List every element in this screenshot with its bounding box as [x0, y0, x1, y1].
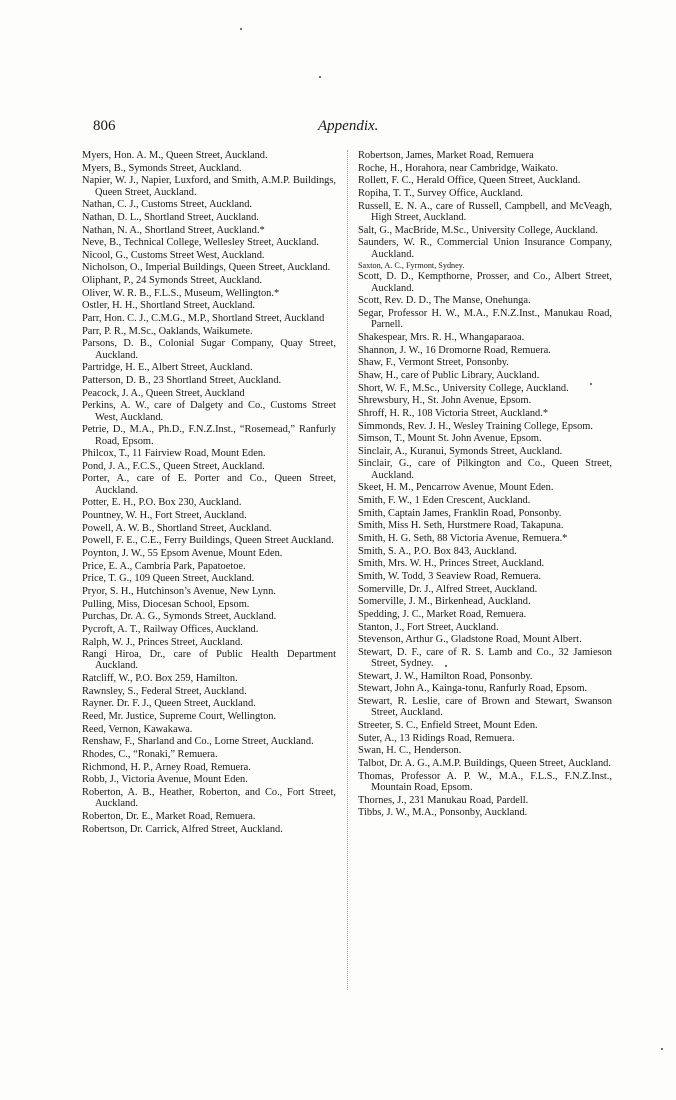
- directory-entry: Reed, Mr. Justice, Supreme Court, Wellington.: [82, 711, 277, 723]
- directory-entry: Pulling, Miss, Diocesan School, Epsom.: [82, 598, 250, 610]
- directory-entry: Roberton, A. B., Heather, Roberton, and Co., Fort Street, Auckland.: [82, 786, 336, 810]
- page-header: [0, 118, 676, 140]
- directory-entry: Streeter, S. C., Enfield Street, Mount Eden.: [358, 720, 538, 732]
- directory-entry: Ralph, W. J., Princes Street, Auckland.: [82, 636, 243, 648]
- directory-entry: Somerville, Dr. J., Alfred Street, Auckland.: [358, 583, 538, 595]
- directory-entry: Shannon, J. W., 16 Dromorne Road, Remuera.: [358, 344, 551, 356]
- directory-entry: Ropiha, T. T., Survey Office, Auckland.: [358, 187, 523, 199]
- directory-entry: Philcox, T., 11 Fairview Road, Mount Eden.: [82, 448, 266, 460]
- directory-entry: Parr, P. R., M.Sc., Oaklands, Waikumete.: [82, 325, 253, 337]
- directory-entry: Powell, F. E., C.E., Ferry Buildings, Queen Street Auckland.: [82, 535, 334, 547]
- directory-entry: Roberton, Dr. E., Market Road, Remuera.: [82, 810, 256, 822]
- directory-entry: Tibbs, J. W., M.A., Ponsonby, Auckland.: [358, 807, 528, 819]
- directory-entry: Smith, W. Todd, 3 Seaview Road, Remuera.: [358, 570, 541, 582]
- directory-entry: Stewart, John A., Kainga-tonu, Ranfurly Road, Epsom.: [358, 683, 588, 695]
- directory-entry: Rangi Hiroa, Dr., care of Public Health Department Auckland.: [82, 649, 336, 672]
- directory-entry: Smith, Mrs. W. H., Princes Street, Auckland.: [358, 558, 545, 570]
- directory-entry: Purchas, Dr. A. G., Symonds Street, Auckland.: [82, 611, 277, 623]
- directory-entry: Richmond, H. P., Arney Road, Remuera.: [82, 761, 251, 773]
- directory-entry: Rhodes, C., “Ronaki,” Remuera.: [82, 748, 218, 760]
- directory-entry: Reed, Vernon, Kawakawa.: [82, 723, 193, 735]
- directory-entry: Salt, G., MacBride, M.Sc., University College, Auckland.: [358, 224, 598, 236]
- directory-entry: Robertson, Dr. Carrick, Alfred Street, Auckland.: [82, 823, 283, 835]
- directory-entry: Somerville, J. M., Birkenhead, Auckland.: [358, 596, 531, 608]
- directory-entry: Ratcliff, W., P.O. Box 259, Hamilton.: [82, 673, 238, 685]
- column-divider: [347, 150, 348, 990]
- directory-entry: Ostler, H. H., Shortland Street, Auckland.: [82, 300, 256, 312]
- directory-entry: Price, E. A., Cambria Park, Papatoetoe.: [82, 560, 246, 572]
- directory-entry: Peacock, J. A., Queen Street, Auckland: [82, 387, 245, 399]
- directory-entry: Rawnsley, S., Federal Street, Auckland.: [82, 685, 247, 697]
- directory-entry: Stevenson, Arthur G., Gladstone Road, Mount Albert.: [358, 634, 582, 646]
- directory-entry: Stanton, J., Fort Street, Auckland.: [358, 621, 499, 633]
- directory-entry: Shaw, H., care of Public Library, Auckland.: [358, 370, 540, 381]
- directory-entry: Petrie, D., M.A., Ph.D., F.N.Z.Inst., “Rosemead,” Ranfurly Road, Epsom.: [82, 424, 336, 447]
- directory-entry: Roche, H., Horahora, near Cambridge, Waikato.: [358, 162, 559, 174]
- directory-entry: Nathan, C. J., Customs Street, Auckland.: [82, 199, 252, 211]
- directory-entry: Segar, Professor H. W., M.A., F.N.Z.Inst., Manukau Road, Parnell.: [358, 308, 612, 331]
- directory-entry: Shaw, F., Vermont Street, Ponsonby.: [358, 357, 509, 369]
- directory-entry: Smith, Captain James, Franklin Road, Ponsonby.: [358, 507, 562, 519]
- directory-entry: Pryor, S. H., Hutchinson’s Avenue, New Lynn.: [82, 585, 276, 597]
- directory-entry: Nicholson, O., Imperial Buildings, Queen Street, Auckland.: [82, 262, 331, 274]
- directory-entry: Renshaw, F., Sharland and Co., Lorne Street, Auckland.: [82, 736, 314, 748]
- directory-entry: Partridge, H. E., Albert Street, Auckland.: [82, 362, 253, 374]
- directory-entry: Rollett, F. C., Herald Office, Queen Street, Auckland.: [358, 175, 581, 187]
- directory-entry: Spedding, J. C., Market Road, Remuera.: [358, 608, 527, 620]
- directory-entry: Scott, Rev. D. D., The Manse, Onehunga.: [358, 295, 531, 307]
- directory-entry: Simson, T., Mount St. John Avenue, Epsom.: [358, 433, 542, 445]
- page-number: 806: [93, 118, 116, 134]
- directory-entry: Rayner. Dr. F. J., Queen Street, Auckland.: [82, 698, 256, 710]
- directory-entry: Nicool, G., Customs Street West, Auckland.: [82, 249, 265, 261]
- directory-entry: Oliphant, P., 24 Symonds Street, Auckland.: [82, 275, 263, 287]
- directory-entry: Robertson, James, Market Road, Remuera: [358, 150, 534, 161]
- directory-entry: Saunders, W. R., Commercial Union Insurance Company, Auckland.: [358, 237, 612, 260]
- running-title: Appendix.: [318, 118, 379, 134]
- directory-entry: Smith, F. W., 1 Eden Crescent, Auckland.: [358, 495, 531, 507]
- directory-entry: Myers, B., Symonds Street, Auckland.: [82, 162, 242, 174]
- directory-entry: Neve, B., Technical College, Wellesley Street, Auckland.: [82, 237, 319, 249]
- directory-entry: Parr, Hon. C. J., C.M.G., M.P., Shortland Street, Auckland: [82, 313, 325, 325]
- directory-entry: Pond, J. A., F.C.S., Queen Street, Auckland.: [82, 460, 265, 472]
- directory-entry: Nathan, N. A., Shortland Street, Auckland.*: [82, 224, 265, 236]
- directory-entry: Pycroft, A. T., Railway Offices, Auckland.: [82, 623, 259, 635]
- directory-entry: Russell, E. N. A., care of Russell, Campbell, and McVeagh, High Street, Auckland.: [358, 200, 612, 223]
- directory-entry: Shrewsbury, H., St. John Avenue, Epsom.: [358, 395, 532, 407]
- directory-entry: Oliver, W. R. B., F.L.S., Museum, Wellington.*: [82, 287, 280, 299]
- directory-entry: Sinclair, A., Kuranui, Symonds Street, Auckland.: [358, 445, 563, 457]
- directory-entry: Stewart, D. F., care of R. S. Lamb and Co., 32 Jamieson Street, Sydney.: [358, 646, 612, 670]
- directory-entry: Patterson, D. B., 23 Shortland Street, Auckland.: [82, 374, 282, 386]
- directory-entry: Perkins, A. W., care of Dalgety and Co., Customs Street West, Auckland.: [82, 400, 336, 423]
- directory-entry: Scott, D. D., Kempthorne, Prosser, and Co., Albert Street, Auckland.: [358, 271, 612, 294]
- directory-entry: Robb, J., Victoria Avenue, Mount Eden.: [82, 774, 248, 786]
- directory-entry: Myers, Hon. A. M., Queen Street, Auckland.: [82, 150, 268, 161]
- directory-entry: Pountney, W. H., Fort Street, Auckland.: [82, 510, 247, 522]
- right-column: [358, 150, 612, 820]
- directory-entry: Short, W. F., M.Sc., University College, Auckland.: [358, 382, 569, 394]
- directory-entry: Skeet, H. M., Pencarrow Avenue, Mount Eden.: [358, 482, 554, 494]
- directory-entry: Sinclair, G., care of Pilkington and Co., Queen Street, Auckland.: [358, 458, 612, 481]
- directory-entry: Thornes, J., 231 Manukau Road, Pardell.: [358, 794, 529, 806]
- directory-entry: Powell, A. W. B., Shortland Street, Auckland.: [82, 522, 272, 534]
- directory-entry: Price, T. G., 109 Queen Street, Auckland.: [82, 573, 255, 585]
- directory-entry: Saxton, A. C., Fyrmont, Sydney.: [358, 261, 465, 271]
- directory-entry: Smith, S. A., P.O. Box 843, Auckland.: [358, 545, 517, 557]
- directory-entry: Nathan, D. L., Shortland Street, Auckland.: [82, 211, 259, 223]
- directory-entry: Simmonds, Rev. J. H., Wesley Training College, Epsom.: [358, 420, 593, 432]
- directory-entry: Thomas, Professor A. P. W., M.A., F.L.S., F.N.Z.Inst., Mountain Road, Epsom.: [358, 770, 612, 793]
- directory-entry: Poynton, J. W., 55 Epsom Avenue, Mount Eden.: [82, 548, 283, 560]
- directory-entry: Suter, A., 13 Ridings Road, Remuera.: [358, 732, 515, 744]
- directory-entry: Stewart, J. W., Hamilton Road, Ponsonby.: [358, 670, 533, 682]
- directory-entry: Smith, Miss H. Seth, Hurstmere Road, Takapuna.: [358, 520, 564, 532]
- directory-entry: Talbot, Dr. A. G., A.M.P. Buildings, Queen Street, Auckland.: [358, 757, 611, 769]
- directory-entry: Shakespear, Mrs. R. H., Whangaparaoa.: [358, 332, 525, 344]
- directory-entry: Parsons, D. B., Colonial Sugar Company, Quay Street, Auckland.: [82, 338, 336, 361]
- directory-entry: Swan, H. C., Henderson.: [358, 745, 462, 757]
- directory-entry: Stewart, R. Leslie, care of Brown and Stewart, Swanson Street, Auckland.: [358, 696, 612, 719]
- left-column: [82, 150, 336, 836]
- directory-entry: Shroff, H. R., 108 Victoria Street, Auckland.*: [358, 407, 549, 419]
- directory-entry: Porter, A., care of E. Porter and Co., Queen Street, Auckland.: [82, 473, 336, 496]
- directory-entry: Napier, W. J., Napier, Luxford, and Smith, A.M.P. Buildings, Queen Street, Auckland.: [82, 175, 336, 198]
- directory-entry: Potter, E. H., P.O. Box 230, Auckland.: [82, 497, 242, 509]
- directory-entry: Smith, H. G. Seth, 88 Victoria Avenue, Remuera.*: [358, 533, 568, 545]
